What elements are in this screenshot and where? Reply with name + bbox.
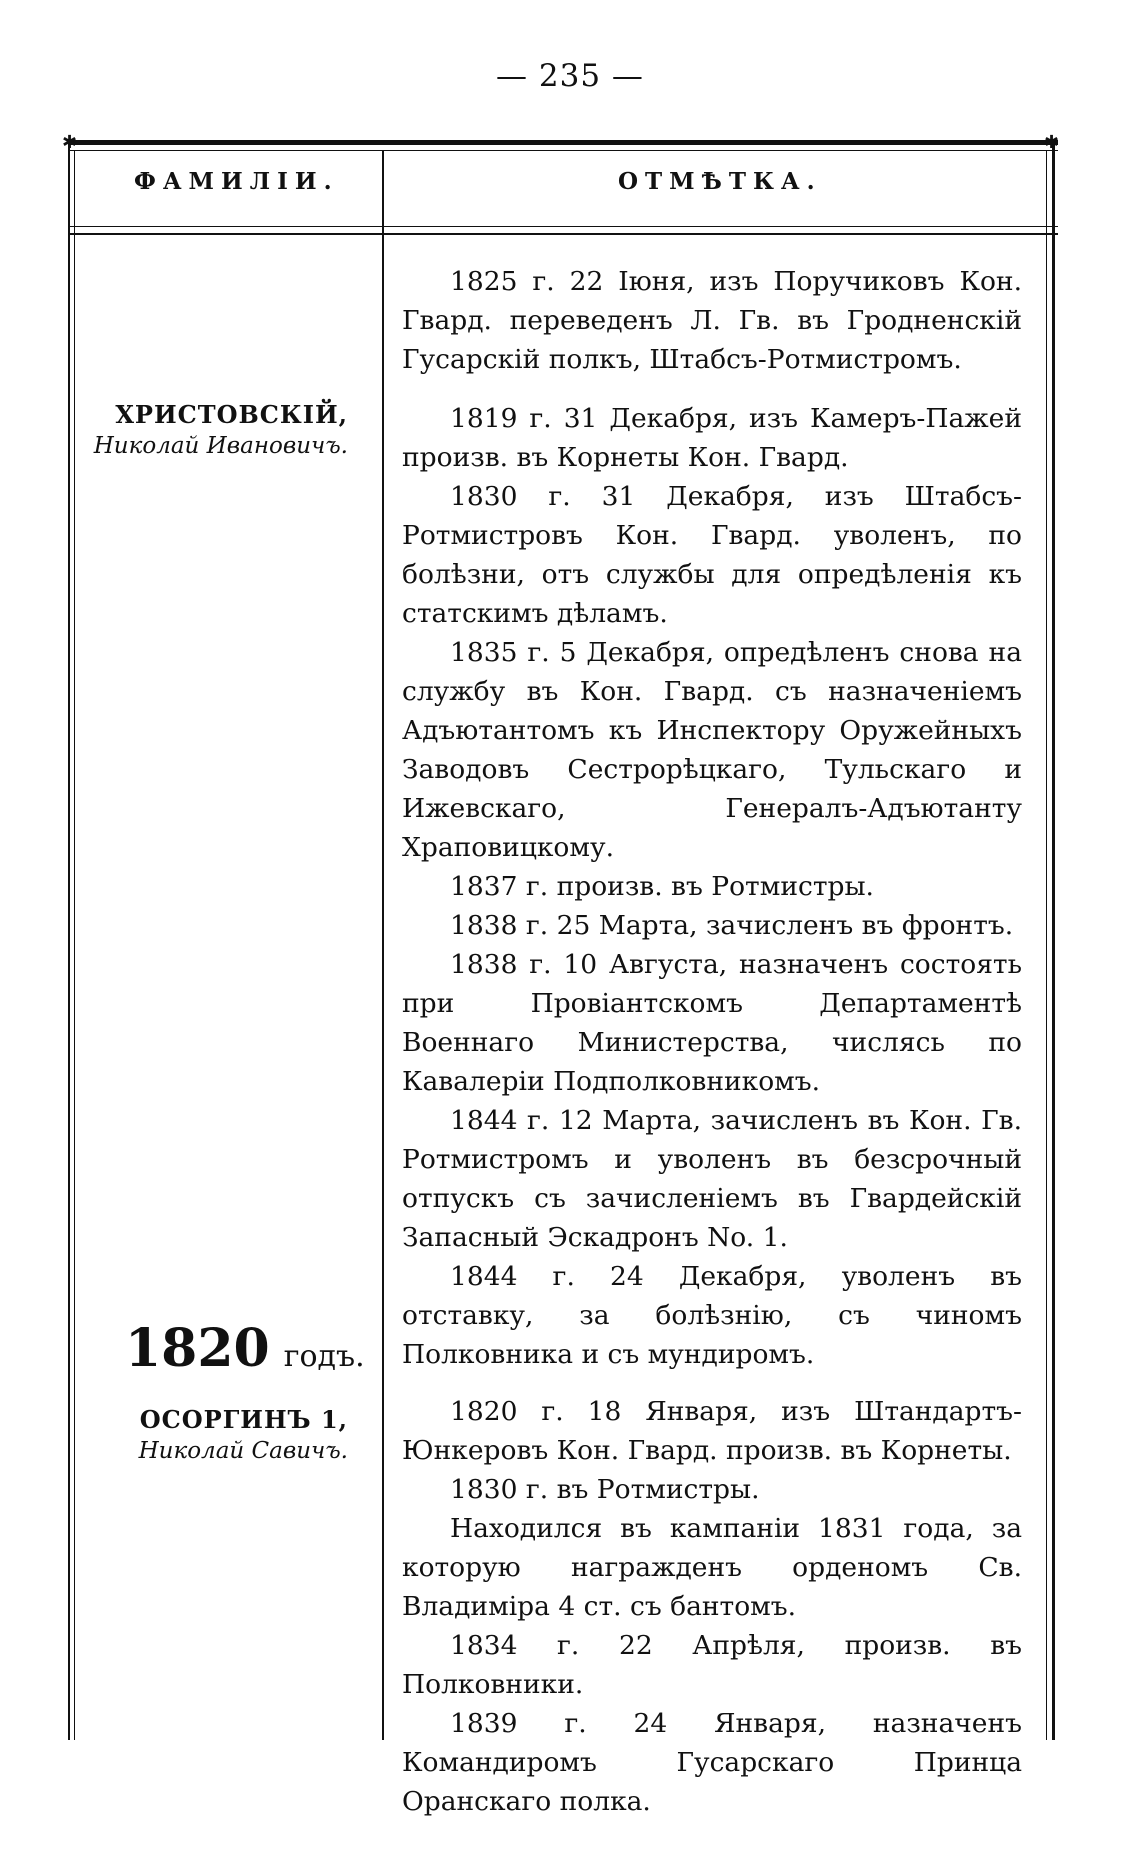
- entry-paragraph: 1834 г. 22 Апрѣля, произв. въ Полковники.: [402, 1630, 1022, 1700]
- entry-paragraph: Находился въ кампаніи 1831 года, за которую награжденъ орденомъ Св. Владиміра 4 ст. съ бантомъ.: [402, 1513, 1022, 1622]
- year-heading: [125, 1318, 365, 1379]
- top-rule-thick: [68, 140, 1058, 145]
- year-word: годъ.: [283, 1339, 365, 1374]
- entry-christovsky-main: [402, 399, 1022, 1374]
- given-name: Николай Ивановичъ.: [93, 433, 348, 459]
- year-number: 1820: [125, 1318, 270, 1379]
- page-number: — 235 —: [496, 58, 644, 94]
- entry-paragraph: 1844 г. 24 Декабря, уволенъ въ отставку, за болѣзнію, съ чиномъ Полковника и съ мундиромъ.: [402, 1261, 1022, 1370]
- entry-paragraph: 1844 г. 12 Марта, зачисленъ въ Кон. Гв. Ротмистромъ и уволенъ въ безсрочный отпускъ съ зачисленіемъ въ Гвардейскій Запасный Эскадронъ No. 1.: [402, 1105, 1022, 1253]
- right-border-inner: [1046, 150, 1047, 1740]
- surname: ОСОРГИНЪ 1,: [139, 1405, 348, 1434]
- entry-paragraph: 1819 г. 31 Декабря, изъ Камеръ-Пажей произв. въ Корнеты Кон. Гвард.: [402, 403, 1022, 473]
- left-border-inner: [74, 150, 75, 1740]
- header-rule-thin: [68, 226, 1058, 227]
- surname: ХРИСТОВСКІЙ,: [115, 400, 348, 429]
- entry-paragraph: 1838 г. 25 Марта, зачисленъ въ фронтъ.: [450, 910, 1014, 941]
- entry-paragraph: 1838 г. 10 Августа, назначенъ состоять при Провіантскомъ Департаментѣ Военнаго Министерства, числясь по Кавалеріи Подполковникомъ.: [402, 949, 1022, 1097]
- header-surnames: ФАМИЛІИ.: [134, 168, 339, 195]
- column-divider: [382, 150, 384, 1740]
- header-notes: ОТМѢТКА.: [618, 168, 822, 195]
- entry-osorgin: [402, 1392, 1022, 1821]
- entry-paragraph: 1839 г. 24 Января, назначенъ Командиромъ Гусарскаго Принца Оранскаго полка.: [402, 1708, 1022, 1817]
- header-rule-thick: [68, 233, 1058, 235]
- person-name-osorgin: [48, 1405, 348, 1468]
- left-border-outer: [68, 140, 70, 1740]
- top-rule-thin: [68, 150, 1058, 151]
- person-name-christovsky: [48, 400, 348, 463]
- corner-ornament-right: ✱: [1044, 132, 1060, 153]
- given-name: Николай Савичъ.: [138, 1438, 348, 1464]
- corner-ornament-left: ✱: [62, 132, 78, 153]
- right-border-outer: [1052, 140, 1055, 1740]
- entry-paragraph: 1835 г. 5 Декабря, опредѣленъ снова на службу въ Кон. Гвард. съ назначеніемъ Адъютантомъ къ Инспектору Оружейныхъ Заводовъ Сестрорѣцкаго, Тульскаго и Ижевскаго, Генералъ-Адъютанту Храповицкому.: [402, 637, 1022, 863]
- entry-christovsky-gv: [402, 262, 1022, 379]
- entry-paragraph: 1830 г. въ Ротмистры.: [450, 1474, 760, 1505]
- entry-paragraph: 1820 г. 18 Января, изъ Штандартъ-Юнкеровъ Кон. Гвард. произв. въ Корнеты.: [402, 1396, 1022, 1466]
- entry-paragraph: 1830 г. 31 Декабря, изъ Штабсъ-Ротмистровъ Кон. Гвард. уволенъ, по болѣзни, отъ службы для опредѣленія къ статскимъ дѣламъ.: [402, 481, 1022, 629]
- entry-paragraph: 1837 г. произв. въ Ротмистры.: [450, 871, 874, 902]
- entry-paragraph: 1825 г. 22 Іюня, изъ Поручиковъ Кон. Гвард. переведенъ Л. Гв. въ Гродненскій Гусарскій полкъ, Штабсъ-Ротмистромъ.: [402, 266, 1022, 375]
